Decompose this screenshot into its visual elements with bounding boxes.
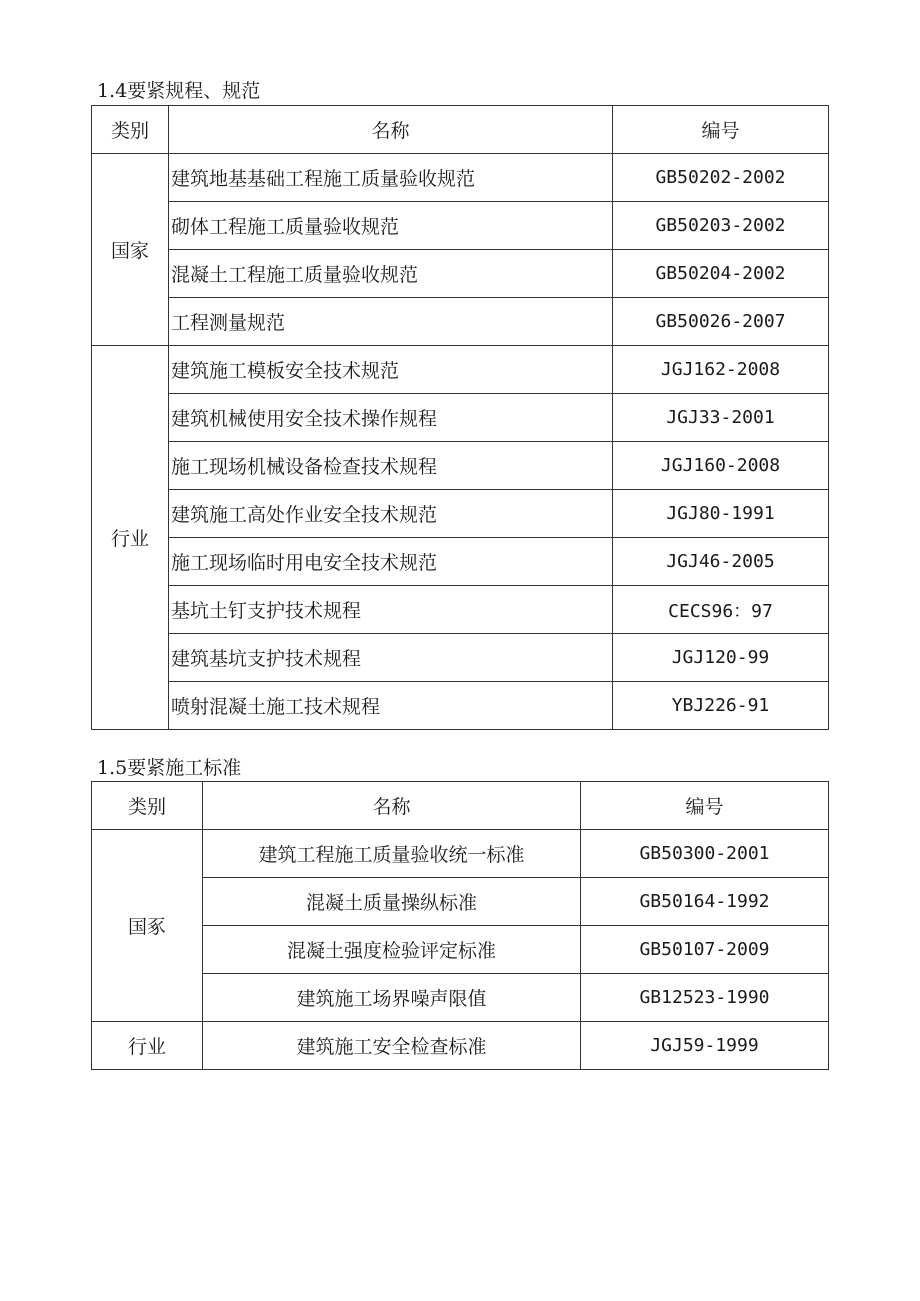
table-row (92, 830, 829, 878)
code-cell: JGJ59-1999 (581, 1022, 829, 1070)
table-row (92, 634, 829, 682)
header-name: 名称 (203, 782, 581, 830)
table-row (92, 586, 829, 634)
table-row (92, 298, 829, 346)
table-row (92, 538, 829, 586)
code-cell: JGJ120-99 (613, 634, 829, 682)
table-row (92, 682, 829, 730)
name-cell: 建筑施工模板安全技术规范 (169, 346, 613, 394)
table-row (92, 878, 829, 926)
code-cell: JGJ46-2005 (613, 538, 829, 586)
code-cell: GB50164-1992 (581, 878, 829, 926)
header-code: 编号 (613, 106, 829, 154)
table-row (92, 1022, 829, 1070)
code-cell: GB50026-2007 (613, 298, 829, 346)
code-cell: GB50300-2001 (581, 830, 829, 878)
table-row (92, 154, 829, 202)
name-cell: 喷射混凝土施工技术规程 (169, 682, 613, 730)
code-cell: GB50204-2002 (613, 250, 829, 298)
code-cell: JGJ162-2008 (613, 346, 829, 394)
name-cell: 混凝土质量操纵标准 (203, 878, 581, 926)
code-cell: GB50107-2009 (581, 926, 829, 974)
header-category: 类别 (92, 106, 169, 154)
table-row (92, 442, 829, 490)
name-cell: 建筑机械使用安全技术操作规程 (169, 394, 613, 442)
name-cell: 混凝土工程施工质量验收规范 (169, 250, 613, 298)
name-cell: 建筑地基基础工程施工质量验收规范 (169, 154, 613, 202)
regulations-table (91, 105, 829, 730)
table-row (92, 250, 829, 298)
code-cell: GB12523-1990 (581, 974, 829, 1022)
name-cell: 基坑土钉支护技术规程 (169, 586, 613, 634)
section-title-regulations: 1.4要紧规程、规范 (97, 80, 261, 102)
table-row (92, 202, 829, 250)
name-cell: 建筑施工安全检查标准 (203, 1022, 581, 1070)
name-cell: 建筑施工场界噪声限值 (203, 974, 581, 1022)
table-row (92, 974, 829, 1022)
header-name: 名称 (169, 106, 613, 154)
name-cell: 施工现场临时用电安全技术规范 (169, 538, 613, 586)
code-cell: GB50203-2002 (613, 202, 829, 250)
category-cell: 行业 (92, 346, 169, 730)
name-cell: 建筑施工高处作业安全技术规范 (169, 490, 613, 538)
code-cell: JGJ160-2008 (613, 442, 829, 490)
code-cell: YBJ226-91 (613, 682, 829, 730)
standards-table (91, 781, 829, 1070)
name-cell: 工程测量规范 (169, 298, 613, 346)
table-header-row (92, 782, 829, 830)
category-cell: 国豖 (92, 830, 203, 1022)
code-cell: CECS96：97 (613, 586, 829, 634)
table-row (92, 346, 829, 394)
name-cell: 建筑基坑支护技术规程 (169, 634, 613, 682)
name-cell: 混凝土强度检验评定标准 (203, 926, 581, 974)
table-row (92, 490, 829, 538)
code-cell: GB50202-2002 (613, 154, 829, 202)
table-header-row (92, 106, 829, 154)
table-row (92, 394, 829, 442)
code-cell: JGJ33-2001 (613, 394, 829, 442)
code-cell: JGJ80-1991 (613, 490, 829, 538)
name-cell: 建筑工程施工质量验收统一标准 (203, 830, 581, 878)
header-code: 编号 (581, 782, 829, 830)
section-title-standards: 1.5要紧施工标准 (97, 757, 242, 779)
header-category: 类别 (92, 782, 203, 830)
category-cell: 行业 (92, 1022, 203, 1070)
table-row (92, 926, 829, 974)
name-cell: 砌体工程施工质量验收规范 (169, 202, 613, 250)
category-cell: 国家 (92, 154, 169, 346)
name-cell: 施工现场机械设备检查技术规程 (169, 442, 613, 490)
